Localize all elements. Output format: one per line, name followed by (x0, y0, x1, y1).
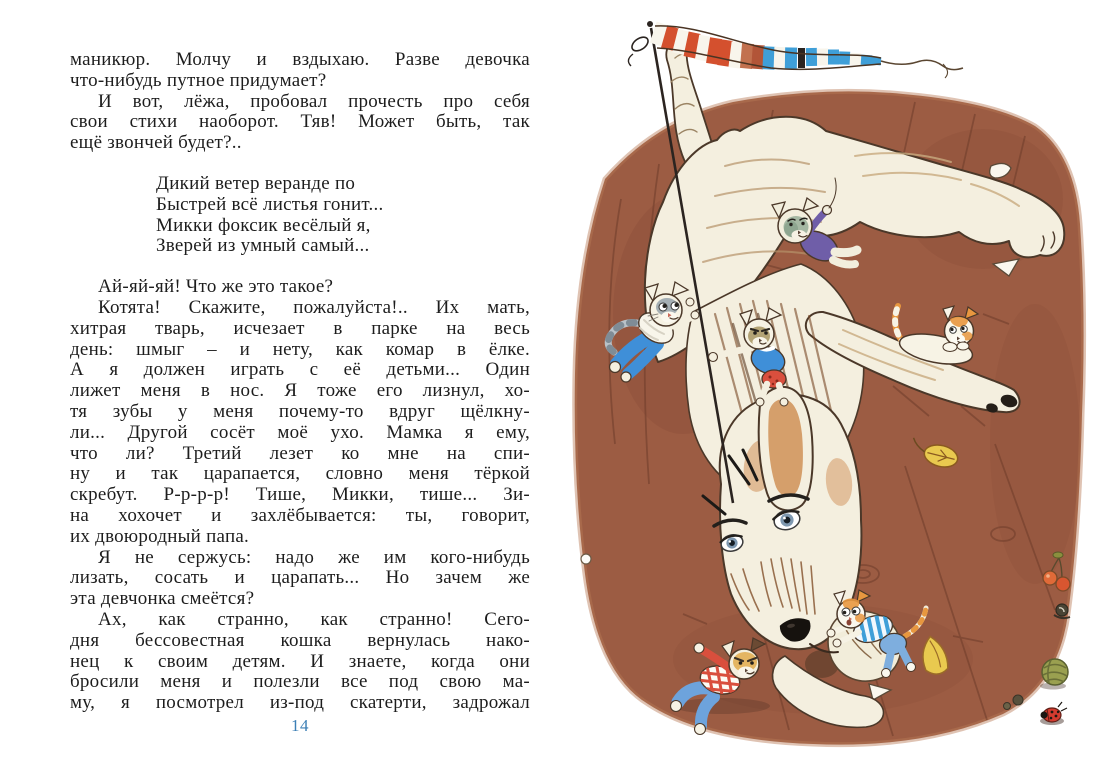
text-column (70, 50, 530, 714)
text-line: бросили меня и полезли все под свою ма- (70, 671, 530, 693)
text-line: Котята! Скажите, пожалуйста!.. Их мать, (98, 296, 530, 318)
text-line: ещё звончей будет?.. (70, 132, 242, 154)
poem-line: Микки фоксик весёлый я, (156, 214, 371, 236)
text-line: что ли? Третий лезет ко мне на спи- (70, 442, 530, 464)
text-line: скребут. Р-р-р-р! Тише, Микки, тише... Зи- (70, 484, 530, 506)
text-line: эта девчонка смеётся? (70, 588, 255, 610)
white-bead (581, 554, 591, 564)
text-line: тя зубы у меня почему-то вдруг щёлкну- (70, 400, 530, 422)
text-line: ли... Другой сосёт моё ухо. Мамка я ему, (70, 421, 530, 443)
text-line: А я должен играть с её детьми... Один (70, 359, 530, 381)
text-line: дня бессовестная кошка вернулась нако- (70, 629, 530, 651)
text-line: лизать, сосать и царапать... Но зачем же (70, 567, 530, 589)
text-line: день: шмыг – и нету, как комар в ёлке. (70, 338, 530, 360)
illustration (563, 14, 1095, 766)
ladybug (1040, 702, 1067, 725)
pennant-string (881, 60, 963, 69)
page-number: 14 (291, 716, 309, 735)
text-line: маникюр. Молчу и вздыхаю. Разве девочка (70, 49, 530, 70)
text-line: ну и так царапается, словно меня тёркой (70, 463, 530, 485)
poem-line: Зверей из умный самый... (156, 235, 370, 257)
text-line: Ай-яй-яй! Что же это такое? (98, 276, 334, 298)
text-line: лижет меня в нос. Я тоже его лизнул, хо- (70, 380, 530, 402)
text-line: И вот, лёжа, пробовал прочесть про себя (98, 90, 530, 112)
striped-pennant (650, 22, 963, 78)
text-line: Ах, как странно, как странно! Сего- (98, 608, 530, 630)
text-line: Я не сержусь: надо же им кого-нибудь (98, 546, 530, 568)
poem-block (156, 174, 530, 257)
text-line: их двоюродный папа. (70, 525, 250, 547)
text-line: хитрая тварь, исчезает в парке на весь (70, 317, 530, 339)
text-line: свои стихи наоборот. Тяв! Может быть, так (70, 111, 530, 133)
text-line: что-нибудь путное придумает? (70, 69, 327, 91)
text-line: му, я посмотрел из-под скатерти, задрожал (70, 692, 530, 714)
yarn-ball (1040, 659, 1068, 690)
poem-line: Дикий ветер веранде по (156, 172, 356, 194)
poem-line: Быстрей всё листья гонит... (156, 193, 384, 215)
text-line: нец к своим детям. И знаете, когда они (70, 650, 530, 672)
text-line: на хохочет и захлёбывается: ты, говорит, (70, 504, 530, 526)
